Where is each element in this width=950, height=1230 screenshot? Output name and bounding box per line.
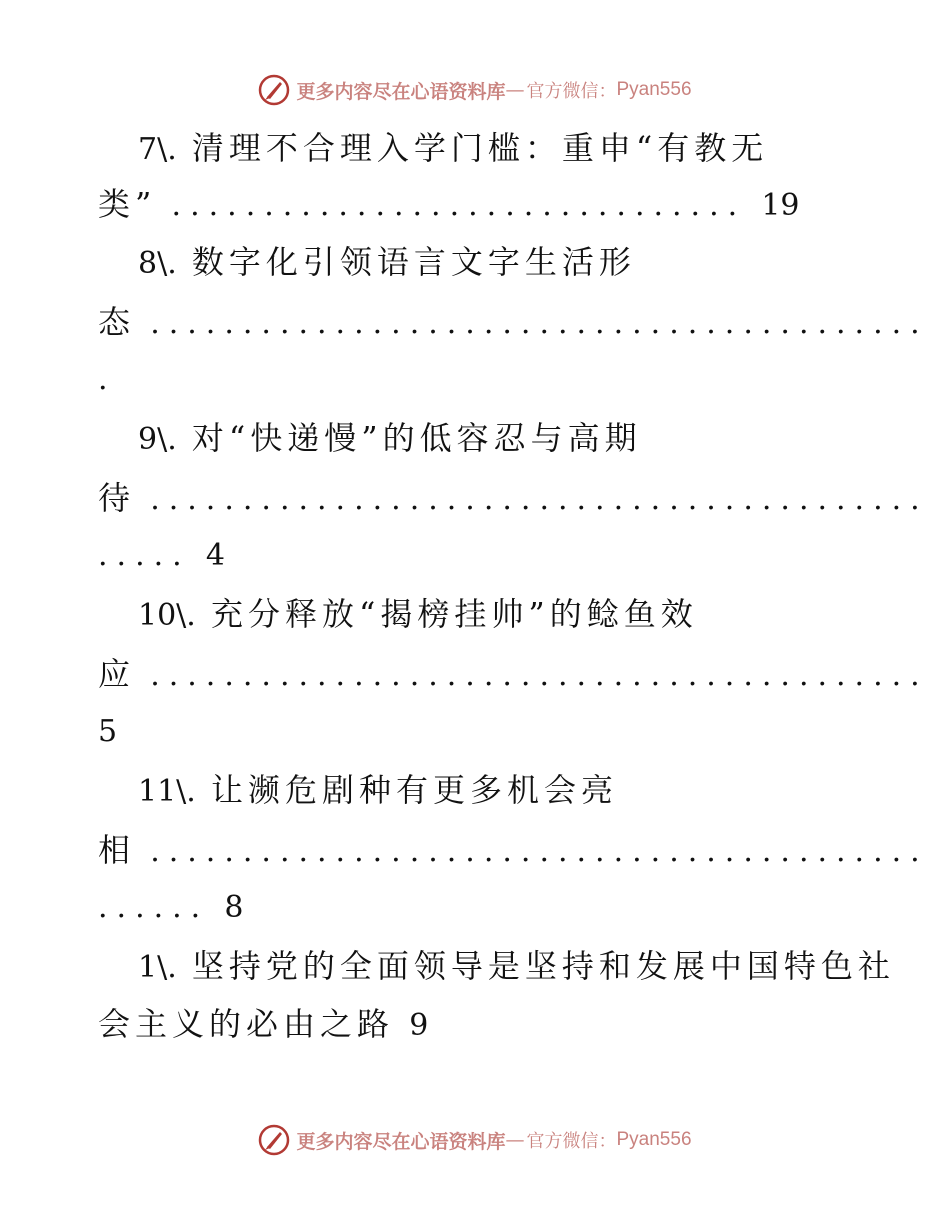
banner-wechat-label: 官方微信： (526, 1131, 617, 1152)
toc-entry-title: 让濒危剧种有更多机会亮 (211, 771, 619, 809)
toc-entry-8-line3[interactable] (98, 358, 950, 398)
toc-entry-number: 10\. (138, 598, 196, 633)
toc-leader-dots: .......................................... (150, 306, 929, 341)
toc-page-number: 9 (409, 1008, 429, 1043)
toc-entry-number: 1\. (138, 950, 177, 985)
toc-leader-dots: .......................................... (150, 482, 929, 517)
toc-leader-dots: .......................................... (150, 834, 929, 869)
toc-entry-7-line1[interactable] (138, 128, 950, 168)
toc-leader-dots: . (98, 362, 117, 397)
banner-separator: — (505, 79, 525, 101)
toc-entry-7-line2[interactable] (98, 184, 950, 224)
toc-entry-number: 7\. (138, 132, 177, 167)
toc-entry-10-line1[interactable] (138, 594, 950, 634)
toc-entry-11-line2[interactable] (98, 830, 950, 870)
toc-entry-title-cont: 待 (98, 479, 136, 517)
toc-leader-dots: ............................... (171, 188, 747, 223)
toc-page-number: 4 (205, 538, 225, 573)
toc-entry-title: 坚持党的全面领导是坚持和发展中国特色社 (191, 947, 895, 985)
toc-entry-title-cont: 会主义的必由之路 (98, 1005, 395, 1043)
toc-leader-dots: ...... (98, 890, 210, 925)
toc-entry-10-line2[interactable] (98, 654, 950, 694)
toc-entry-title: 对“快递慢”的低容忍与高期 (191, 419, 642, 457)
toc-leader-dots: .......................................... (150, 658, 929, 693)
toc-leader-dots: ..... (98, 538, 191, 573)
toc-entry-title: 数字化引领语言文字生活形 (191, 243, 636, 281)
toc-entry-9-line2[interactable] (98, 478, 950, 518)
toc-entry-9-line1[interactable] (138, 418, 950, 458)
toc-entry-1-line2[interactable] (98, 1004, 950, 1044)
footer-banner (0, 1120, 950, 1160)
toc-entry-8-line1[interactable] (138, 242, 950, 282)
toc-page-number: 8 (224, 890, 244, 925)
toc-entry-title: 充分释放“揭榜挂帅”的鲶鱼效 (211, 595, 698, 633)
banner-main-text: 更多内容尽在心语资料库 (296, 80, 506, 103)
banner-wechat-label: 官方微信： (526, 81, 617, 102)
toc-entry-11-line3[interactable] (98, 886, 950, 926)
toc-entry-9-line3[interactable] (98, 534, 950, 574)
toc-entry-title-cont: 应 (98, 655, 136, 693)
toc-page-number: 19 (761, 188, 800, 223)
toc-page-number: 5 (98, 714, 118, 749)
banner-wechat-id: Pyan556 (616, 1129, 692, 1150)
toc-entry-title-cont: 相 (98, 831, 136, 869)
toc-entry-10-line3[interactable] (98, 710, 950, 750)
banner-separator: — (505, 1129, 525, 1151)
banner-wechat-id: Pyan556 (616, 79, 692, 100)
toc-entry-number: 8\. (138, 246, 177, 281)
toc-entry-title: 清理不合理入学门槛：重申“有教无 (191, 129, 769, 167)
quill-logo-icon (258, 1124, 290, 1156)
banner-main-text: 更多内容尽在心语资料库 (296, 1130, 506, 1153)
toc-entry-1-line1[interactable] (138, 946, 950, 986)
toc-entry-title-cont: 类” (98, 185, 157, 223)
toc-entry-11-line1[interactable] (138, 770, 950, 810)
toc-entry-8-line2[interactable] (98, 302, 950, 342)
toc-entry-title-cont: 态 (98, 303, 136, 341)
toc-entry-number: 9\. (138, 422, 177, 457)
toc-entry-number: 11\. (138, 774, 196, 809)
